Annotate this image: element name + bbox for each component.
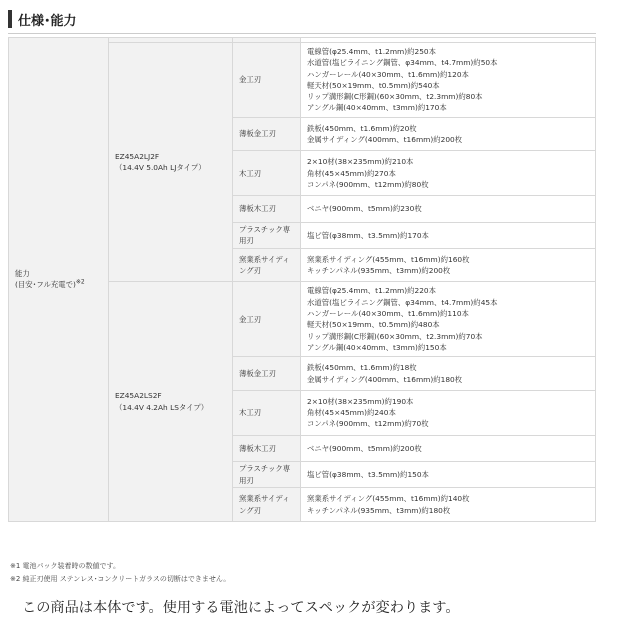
capacity-label: 能力 <box>15 269 30 279</box>
capacity-values <box>301 357 596 391</box>
model-name: EZ45A2LS2F <box>115 391 162 401</box>
capacity-values <box>301 435 596 461</box>
model-battery: （14.4V 5.0Ah LJタイプ） <box>115 163 206 173</box>
footnote-1: ※1 電池パック装着時の数値です。 <box>10 562 120 570</box>
capacity-value-line: 鉄板(450mm、t1.6mm)約18枚 <box>307 363 417 373</box>
spec-table <box>8 37 596 522</box>
model-cell <box>109 282 233 521</box>
header-divider <box>8 33 596 34</box>
blade-type: 窯業系サイディング刃 <box>233 248 301 282</box>
capacity-values <box>301 151 596 196</box>
capacity-value-line: キッチンパネル(935mm、t3mm)約180枚 <box>307 505 451 515</box>
capacity-values <box>301 282 596 357</box>
capacity-value-line: 2×10材(38×235mm)約190本 <box>307 396 414 406</box>
capacity-value-line: リップ溝形鋼(C形鋼)(60×30mm、t2.3mm)約80本 <box>307 92 483 102</box>
capacity-value-line: アングル鋼(40×40mm、t3mm)約170本 <box>307 103 447 113</box>
blade-type: 木工刃 <box>233 151 301 196</box>
product-message: この商品は本体です。使用する電池によってスペックが変わります。 <box>22 600 460 616</box>
capacity-value-line: 軽天材(50×19mm、t0.5mm)約480本 <box>307 320 440 330</box>
blade-type: 薄板金工刃 <box>233 117 301 151</box>
capacity-label-cell <box>9 38 109 522</box>
capacity-values <box>301 248 596 282</box>
footnotes <box>10 560 230 585</box>
capacity-value-line: 窯業系サイディング(455mm、t16mm)約160枚 <box>307 254 470 264</box>
blade-type: 金工刃 <box>233 282 301 357</box>
capacity-value-line: キッチンパネル(935mm、t3mm)約200枚 <box>307 266 451 276</box>
capacity-value-line: 角材(45×45mm)約270本 <box>307 168 396 178</box>
blade-type: 金工刃 <box>233 43 301 118</box>
model-name: EZ45A2LJ2F <box>115 151 160 161</box>
blade-type: 薄板木工刃 <box>233 196 301 222</box>
capacity-value-line: 金属サイディング(400mm、t16mm)約180枚 <box>307 374 463 384</box>
section-header <box>8 8 77 30</box>
header-accent-bar <box>8 10 12 28</box>
capacity-value-line: ベニヤ(900mm、t5mm)約230枚 <box>307 204 422 214</box>
capacity-value-line: リップ溝形鋼(C形鋼)(60×30mm、t2.3mm)約70本 <box>307 331 483 341</box>
capacity-values <box>301 43 596 118</box>
capacity-value-line: ハンガーレール(40×30mm、t1.6mm)約110本 <box>307 309 469 319</box>
capacity-sublabel-text: (目安･フル充電で) <box>15 280 76 290</box>
page-title: 仕様･能力 <box>18 13 77 29</box>
capacity-values <box>301 222 596 248</box>
capacity-value-line: 角材(45×45mm)約240本 <box>307 408 396 418</box>
capacity-values <box>301 196 596 222</box>
blade-type: 薄板金工刃 <box>233 357 301 391</box>
capacity-values <box>301 390 596 435</box>
capacity-values <box>301 488 596 522</box>
capacity-sublabel <box>15 279 102 290</box>
capacity-values <box>301 117 596 151</box>
blade-type: プラスチック専用刃 <box>233 462 301 488</box>
capacity-value-line: 電線管(φ25.4mm、t1.2mm)約250本 <box>307 47 436 56</box>
capacity-value-line: ハンガーレール(40×30mm、t1.6mm)約120本 <box>307 69 469 79</box>
model-battery: （14.4V 4.2Ah LSタイプ） <box>115 402 209 412</box>
note-mark: ※2 <box>75 278 85 286</box>
capacity-value-line: 金属サイディング(400mm、t16mm)約200枚 <box>307 135 463 145</box>
capacity-value-line: コンパネ(900mm、t12mm)約70枚 <box>307 419 429 429</box>
capacity-value-line: アングル鋼(40×40mm、t3mm)約150本 <box>307 342 447 352</box>
capacity-value-line: 水道管(塩ビライニング鋼管、φ34mm、t4.7mm)約50本 <box>307 58 498 68</box>
capacity-value-line: 電線管(φ25.4mm、t1.2mm)約220本 <box>307 286 436 296</box>
capacity-value-line: ベニヤ(900mm、t5mm)約200枚 <box>307 443 422 453</box>
capacity-value-line: 水道管(塩ビライニング鋼管、φ34mm、t4.7mm)約45本 <box>307 297 498 307</box>
footnote-2: ※2 純正刃使用 ステンレス･コンクリートガラスの切断はできません。 <box>10 574 231 583</box>
capacity-value-line: 塩ビ管(φ38mm、t3.5mm)約170本 <box>307 230 429 240</box>
capacity-value-line: 塩ビ管(φ38mm、t3.5mm)約150本 <box>307 470 429 480</box>
capacity-value-line: 窯業系サイディング(455mm、t16mm)約140枚 <box>307 494 470 504</box>
capacity-value-line: 軽天材(50×19mm、t0.5mm)約540本 <box>307 80 440 90</box>
model-cell <box>109 43 233 282</box>
blade-type: 窯業系サイディング刃 <box>233 488 301 522</box>
blade-type: 木工刃 <box>233 390 301 435</box>
blade-type: プラスチック専用刃 <box>233 222 301 248</box>
capacity-value-line: 鉄板(450mm、t1.6mm)約20枚 <box>307 123 417 133</box>
capacity-values <box>301 462 596 488</box>
capacity-value-line: コンパネ(900mm、t12mm)約80枚 <box>307 179 429 189</box>
blade-type: 薄板木工刃 <box>233 435 301 461</box>
capacity-value-line: 2×10材(38×235mm)約210本 <box>307 157 414 167</box>
